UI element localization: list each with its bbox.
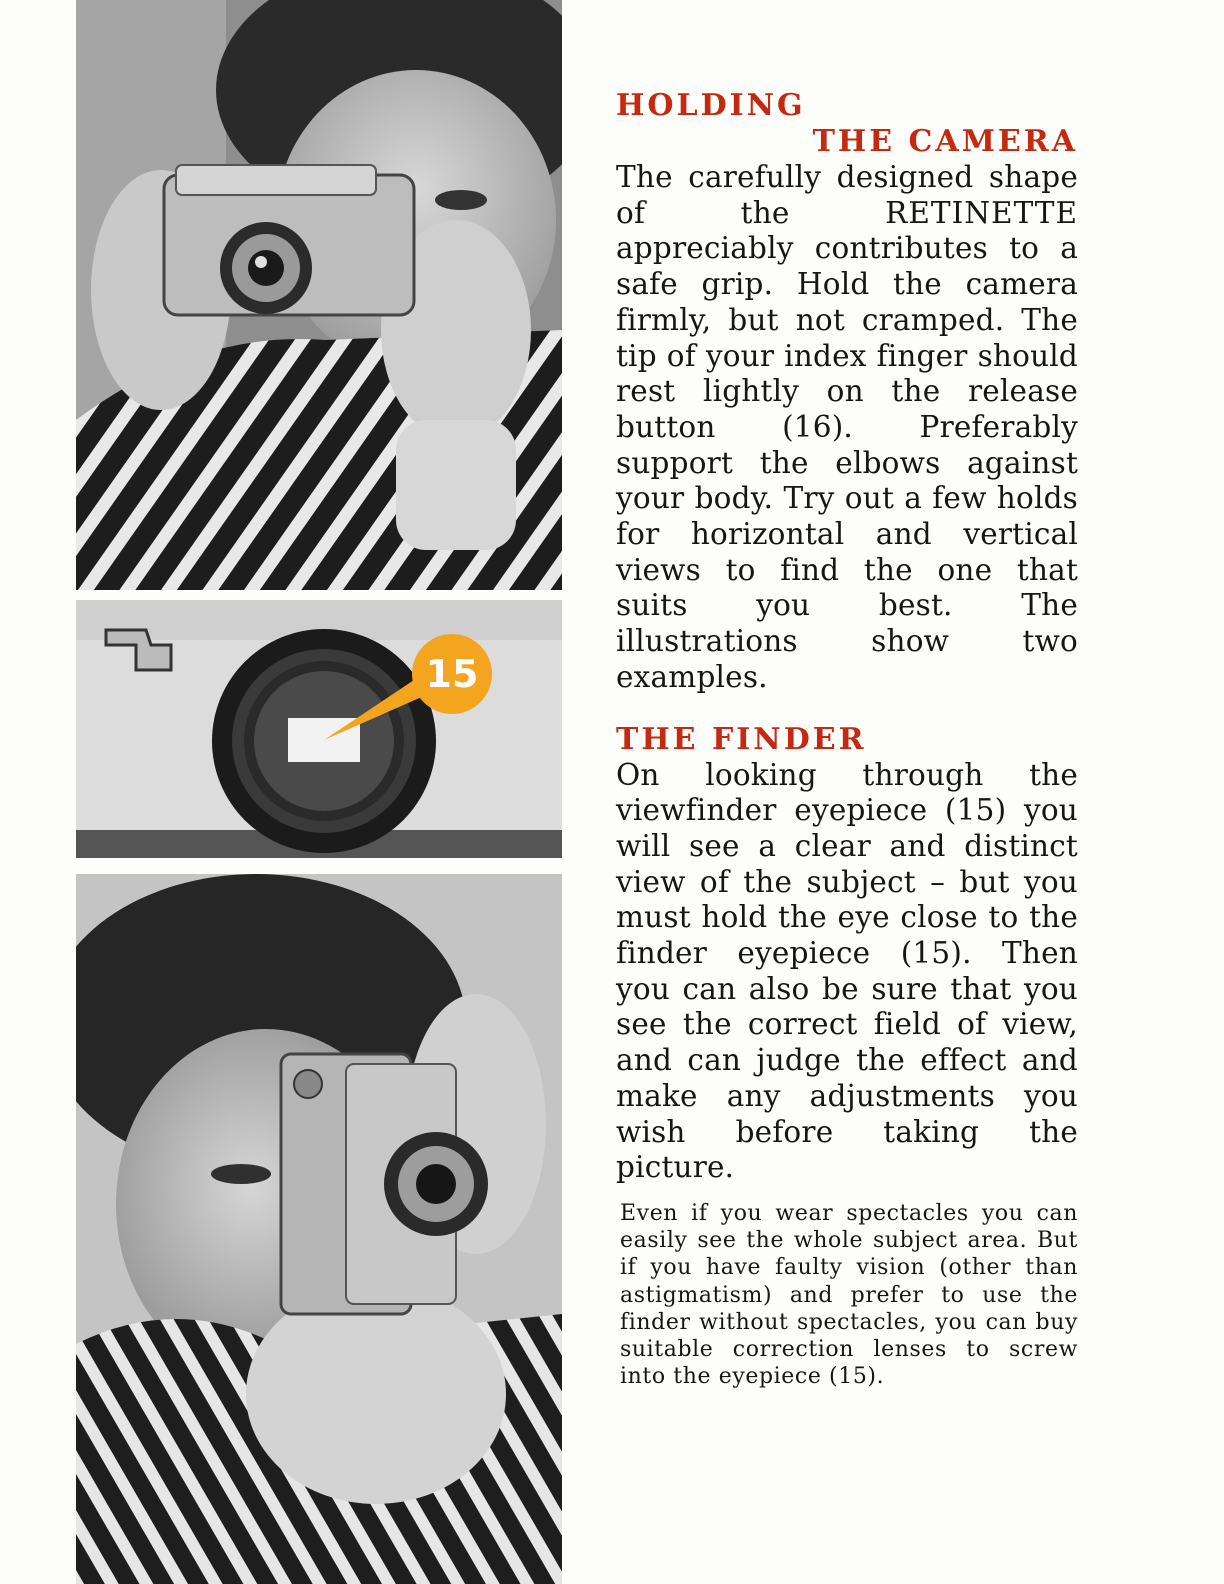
text-column [616, 88, 1078, 1390]
heading-line-1: HOLDING [616, 88, 806, 123]
holding-text-part2: appreciably contributes to a safe grip. Hold the camera firmly, but not cramped. The tip of your index finger should rest lightly on the release button (16). Preferably support the elbows against your body. Try out a few holds for horizontal and vertical views to find the one that suits you best. The illustrations show two examples. [616, 231, 1078, 694]
brand-name: RETINETTE [885, 195, 1078, 230]
holding-text-part1: The carefully designed shape of the [616, 160, 1078, 230]
heading-the-finder: THE FINDER [616, 721, 867, 757]
photo-vertical-hold [76, 874, 562, 1584]
holding-paragraph [616, 160, 1078, 696]
callout-badge-15: 15 [412, 634, 492, 714]
heading-line-2: THE CAMERA [812, 124, 1078, 159]
photo-horizontal-hold [76, 0, 562, 590]
photo-finder-eyepiece [76, 600, 562, 858]
photo-column [76, 0, 562, 1584]
finder-paragraph: On looking through the viewfinder eyepiece (15) you will see a clear and distinct view of the subject – but you must hold the eye close to the finder eyepiece (15). Then you can also be sure that you see the correct field of view, and can judge the effect and make any adjustments you wish before taking the picture. [616, 757, 1078, 1185]
spectacles-note: Even if you wear spectacles you can easily see the whole subject area. But if you have faulty vision (other than astigmatism) and prefer to use the finder without spectacles, you can buy suitable correction lenses to screw into the eyepiece (15). [620, 1200, 1078, 1390]
heading-holding-the-camera [616, 88, 1078, 160]
